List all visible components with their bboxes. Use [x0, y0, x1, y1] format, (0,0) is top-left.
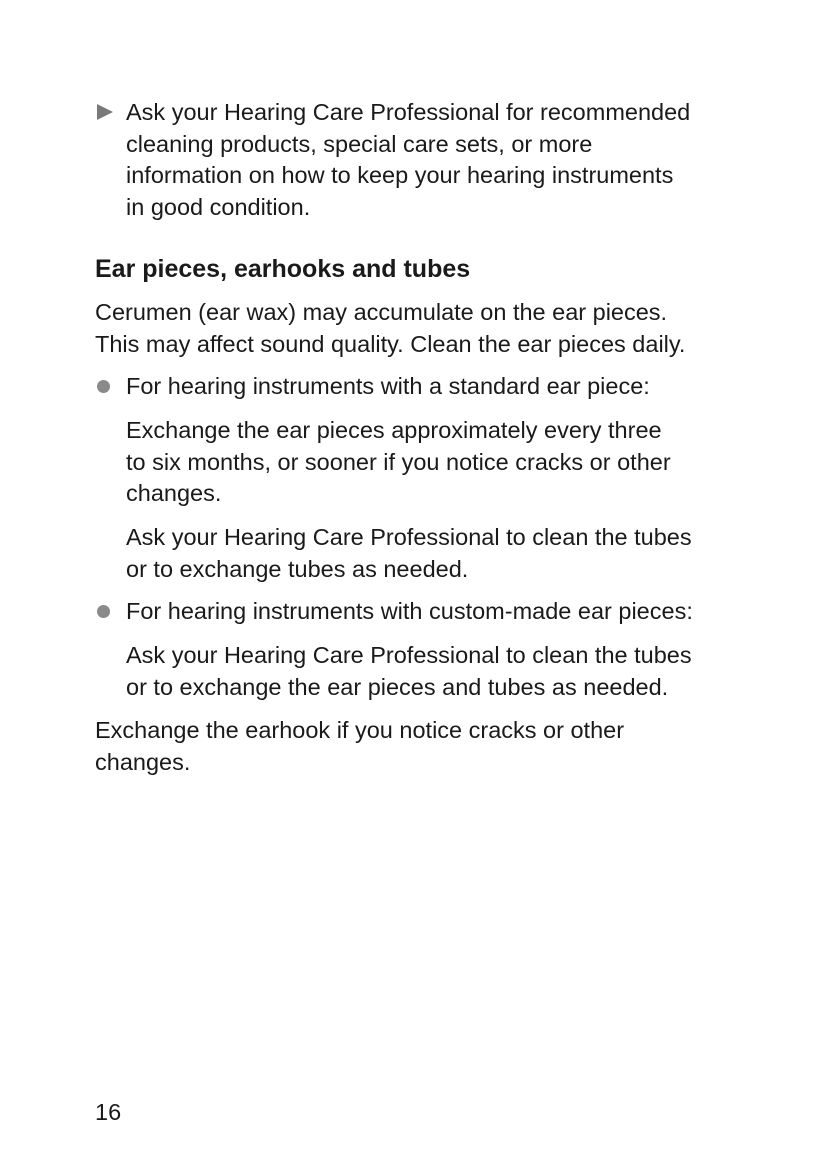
round-bullet-icon — [97, 380, 110, 393]
section-intro: Cerumen (ear wax) may accumulate on the ear pieces. This may affect sound quality. Clean the ear pieces daily. — [95, 299, 686, 357]
section-heading: Ear pieces, earhooks and tubes — [95, 255, 471, 283]
bullet-label: For hearing instruments with custom-made ear pieces: — [126, 598, 693, 624]
round-bullet-icon — [97, 605, 110, 618]
bullet-paragraph-text: Ask your Hearing Care Professional to clean the tubes or to exchange tubes as needed. — [126, 524, 692, 582]
page-number: 16 — [95, 1099, 122, 1125]
bullet-paragraph-text: Ask your Hearing Care Professional to clean the tubes or to exchange the ear pieces and tubes as needed. — [126, 642, 692, 700]
bullet-paragraph-text: Exchange the ear pieces approximately every three to six months, or sooner if you notice cracks or other changes. — [126, 417, 671, 506]
tip-text: Ask your Hearing Care Professional for recommended cleaning products, special care sets, or more information on how to keep your hearing instruments in good condition. — [126, 99, 691, 220]
bullet-label: For hearing instruments with a standard ear piece: — [126, 373, 650, 399]
triangle-bullet-icon — [97, 104, 113, 120]
closing-paragraph: Exchange the earhook if you notice cracks or other changes. — [95, 717, 625, 775]
